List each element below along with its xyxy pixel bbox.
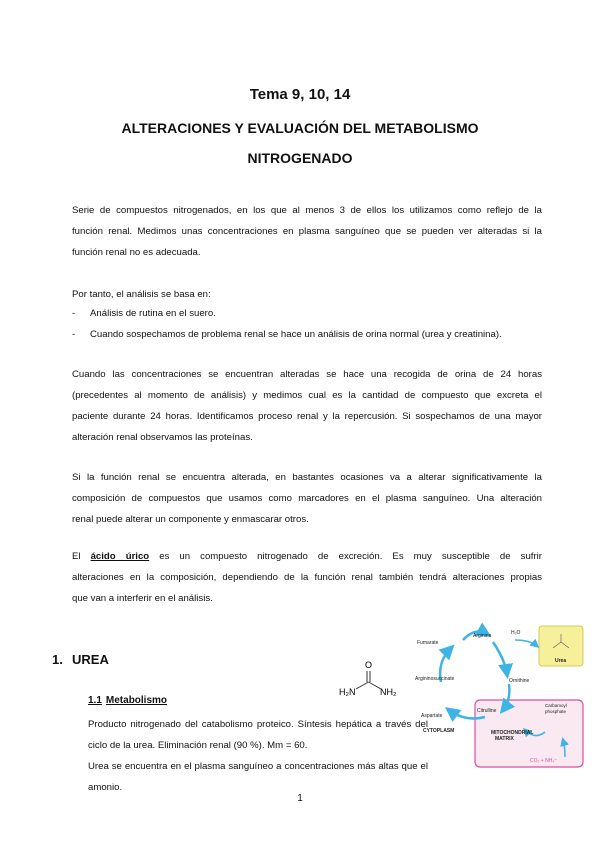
label-ornithine: Ornithine	[509, 678, 530, 684]
paragraph-intro	[72, 200, 542, 263]
subtitle-line-1: ALTERACIONES Y EVALUACIÓN DEL METABOLISMO	[121, 120, 479, 136]
cycle-arrow	[493, 642, 507, 674]
label-co2-nh4: CO₂ + NH₄⁺	[530, 758, 558, 764]
text-fragment: El	[72, 551, 91, 562]
label-citrulline: Citrulline	[477, 708, 497, 714]
label-argininosuccinate: Argininosuccinate	[415, 676, 455, 682]
text-line: amonio.	[88, 782, 123, 793]
cycle-arrow	[515, 640, 537, 646]
section-title: UREA	[72, 652, 109, 667]
text-line: paciente durante 24 horas. Identificamos proceso renal y la repercusión. Si sospechamos de una mayor	[72, 411, 542, 422]
urea-structure-diagram	[336, 660, 400, 700]
paragraph-renal-function	[72, 467, 542, 530]
structure-right-amine: NH₂	[380, 687, 397, 697]
paragraph-urea-metabolism	[88, 714, 428, 798]
page-title: Tema 9, 10, 14	[249, 86, 351, 103]
label-phosphate: phosphate	[545, 709, 567, 714]
page-number: 1	[297, 793, 303, 804]
label-h2o: H₂O	[511, 630, 521, 636]
label-mitochondrial: MITOCHONDRIAL	[491, 730, 534, 736]
label-arginine: Arginine	[473, 633, 492, 639]
text-line: función renal no es adecuada.	[72, 247, 201, 258]
label-cytoplasm: CYTOPLASM	[423, 728, 455, 734]
subsection-number: 1.1	[88, 695, 102, 706]
text-line	[72, 546, 542, 567]
paragraph-uric-acid	[72, 546, 542, 609]
text-line: alteraciones en la composición, dependiendo de la función renal también tendrá alteraciones propias	[72, 572, 542, 583]
uric-acid-term: ácido úrico	[90, 551, 150, 562]
text-line: Por tanto, el análisis se basa en:	[72, 289, 211, 300]
text-line: Si la función renal se encuentra alterada, en bastantes ocasiones va a alterar significativamente la	[72, 472, 542, 483]
text-line: que van a interferir en el análisis.	[72, 593, 213, 604]
label-aspartate: Aspartate	[421, 713, 443, 719]
text-line: Urea se encuentra en el plasma sanguíneo a concentraciones más altas que el	[88, 761, 428, 772]
single-bond	[356, 682, 369, 689]
section-number: 1.	[52, 652, 63, 667]
text-line: Producto nitrogenado del catabolismo proteico. Síntesis hepática a través del	[88, 719, 428, 730]
paragraph-24h-urine	[72, 364, 542, 448]
text-line: (precedentes al momento de análisis) y medimos cual es la cantidad de compuesto que excreta el	[72, 390, 542, 401]
text-line: ciclo de la urea. Eliminación renal (90 %). Mm = 60.	[88, 740, 308, 751]
label-matrix: MATRIX	[495, 736, 514, 742]
paragraph-analysis-intro	[72, 284, 542, 305]
bullet-dash: -	[72, 308, 76, 319]
list-item	[72, 324, 502, 345]
text-line: función renal. Medimos unas concentraciones en plasma sanguíneo que se pueden ver alteradas si la	[72, 226, 542, 237]
text-line: Serie de compuestos nitrogenados, en los que al menos 3 de ellos los utilizamos como reflejo de la	[72, 205, 542, 216]
text-fragment: es un compuesto nitrogenado de excreción. Es muy susceptible de sufrir	[149, 551, 542, 562]
text-line: composición de compuestos que usamos como marcadores en el plasma sanguíneo. Una alteración	[72, 493, 542, 504]
list-item-text: Análisis de rutina en el suero.	[90, 308, 216, 319]
urea-cycle-diagram	[415, 622, 585, 780]
label-urea: Urea	[555, 658, 567, 664]
structure-oxygen: O	[365, 660, 373, 670]
list-item-text: Cuando sospechamos de problema renal se hace un análisis de orina normal (urea y creatinina).	[90, 329, 502, 340]
subsection-heading-metabolismo	[88, 695, 167, 706]
label-fumarate: Fumarate	[417, 640, 439, 646]
label-carbamoyl: Carbamoyl	[545, 703, 567, 708]
subsection-title: Metabolismo	[105, 695, 168, 706]
text-line: renal puede alterar un componente y enmascarar otros.	[72, 514, 309, 525]
structure-left-amine: H₂N	[339, 687, 356, 697]
subtitle-line-2: NITROGENADO	[247, 150, 353, 166]
list-item	[72, 303, 216, 324]
section-heading-urea	[52, 652, 109, 667]
bullet-dash: -	[72, 329, 76, 340]
text-line: alteración renal observamos las proteínas.	[72, 432, 253, 443]
text-line: Cuando las concentraciones se encuentran alteradas se hace una recogida de orina de 24 horas	[72, 369, 542, 380]
